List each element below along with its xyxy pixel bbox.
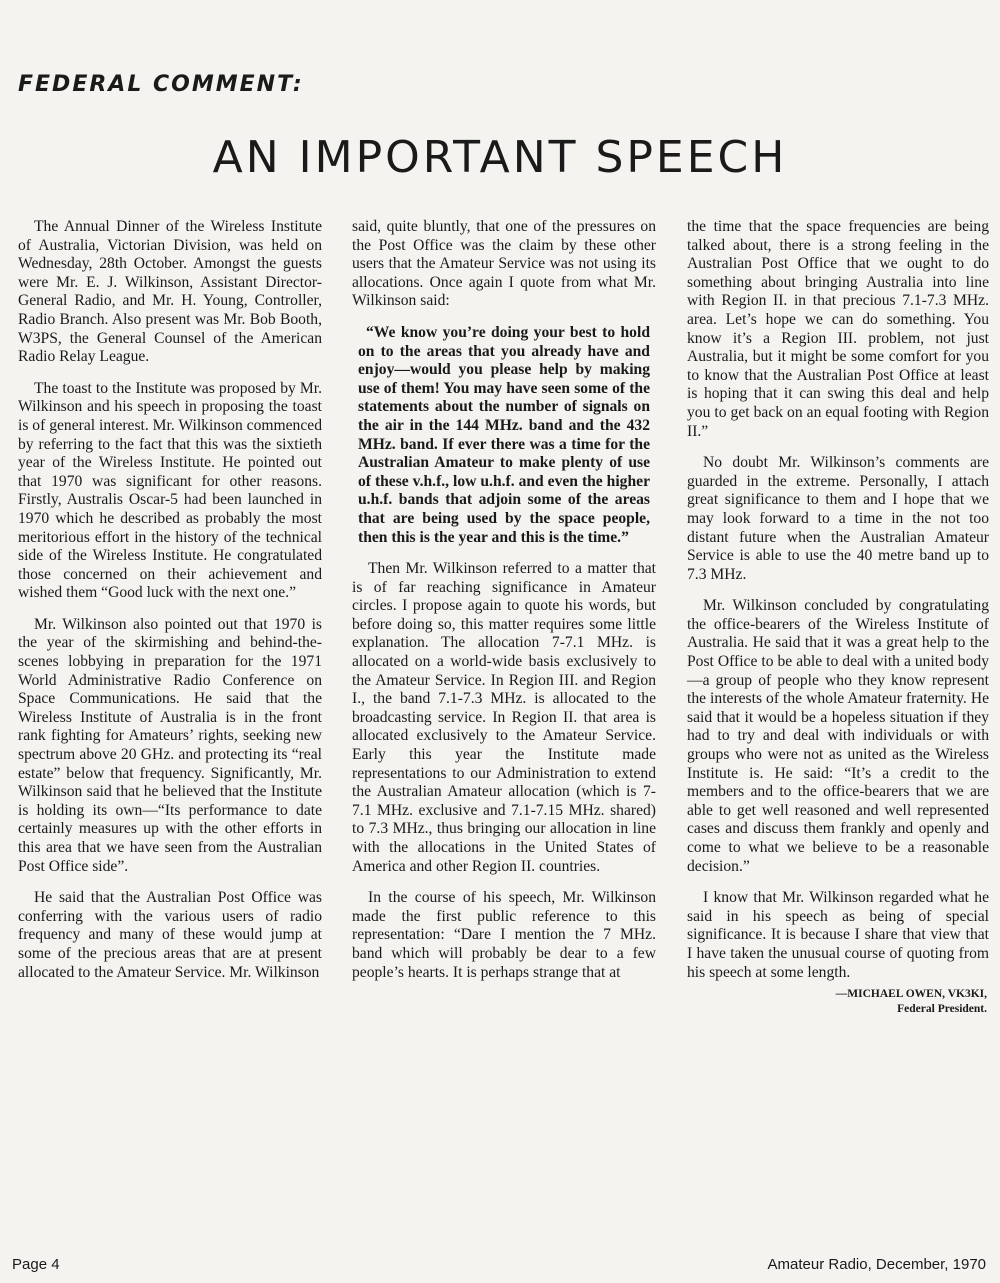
paragraph: The Annual Dinner of the Wireless Institute of Australia, Victorian Division, was held on Wednesday, 28th October. Amongst the guests were Mr. E. J. Wilkinson, Assistant Director-General Radio, and Mr. H. Young, Controller, Radio Branch. Also present was Mr. Bob Booth, W3PS, the General Counsel of the American Radio Relay League. <box>18 218 322 366</box>
signature-title: Federal President. <box>897 1003 987 1016</box>
paragraph: the time that the space frequencies are being talked about, there is a strong feeling in the Australian Post Office that we ought to do something about bringing Australia into line with Region II. in that precious 7.1-7.3 MHz. area. Let’s hope we can do something. You know it’s a Region III. problem, not just Australia, but it might be some comfort for you to know that the Australian Post Office at least is hoping that it can swing this deal and help you to get back on an equal footing with Region II.” <box>687 218 989 440</box>
paragraph: The toast to the Institute was proposed by Mr. Wilkinson and his speech in proposing the toast is of general interest. Mr. Wilkinson commenced by referring to the fact that this was the sixtieth year of the Wireless Institute. He pointed out that 1970 was significant for other reasons. Firstly, Australis Oscar-5 had been launched in 1970 which he described as probably the most meritorious effort in the history of the technical side of the Wireless Institute. He congratulated those concerned on their achievement and wished them “Good luck with the next one.” <box>18 379 322 602</box>
paragraph: In the course of his speech, Mr. Wilkinson made the first public reference to this representation: “Dare I mention the 7 MHz. band which will probably be dear to a few people’s hearts. It is perhaps strange that at <box>352 889 656 981</box>
paragraph: No doubt Mr. Wilkinson’s comments are guarded in the extreme. Personally, I attach great significance to them and I hope that we may look forward to a time in the not too distant future when the Australian Amateur Service is able to use the 40 metre band up to 7.3 MHz. <box>687 454 989 583</box>
article-column-2 <box>352 218 656 995</box>
paragraph: I know that Mr. Wilkinson regarded what he said in his speech as being of special significance. It is because I share that view that I have taken the unusual course of quoting from his speech at some length. <box>687 889 989 981</box>
paragraph: He said that the Australian Post Office was conferring with the various users of radio frequency and many of these would jump at some of the precious areas that are at present allocated to the Amateur Service. Mr. Wilkinson <box>18 889 322 981</box>
paragraph: Then Mr. Wilkinson referred to a matter that is of far reaching significance in Amateur circles. I propose again to quote his words, but before doing so, this matter requires some little explanation. The allocation 7-7.1 MHz. is allocated on a world-wide basis exclusively to the Amateur Service. In Region III. and Region I., the band 7.1-7.3 MHz. is allocated to the broadcasting service. In Region II. that area is allocated exclusively to the Amateur Service. Early this year the Institute made representations to our Administration to extend the Australian Amateur allocation (which is 7-7.1 MHz. exclusive and 7.1-7.15 MHz. shared) to 7.3 MHz., thus bringing our allocation in line with the allocations in the United States of America and other Region II. countries. <box>352 560 656 875</box>
block-quote: “We know you’re doing your best to hold on to the areas that you already have and enjoy—would you please help by making use of them! You may have seen some of the statements about the number of signals on the air in the 144 MHz. band and the 432 MHz. band. If ever there was a time for the Australian Amateur to make plenty of use of these v.h.f., low u.h.f. and even the higher u.h.f. bands that adjoin some of the areas that are being used by the space people, then this is the year and this is the time.” <box>358 323 650 546</box>
signature-block <box>687 987 989 1017</box>
paragraph: Mr. Wilkinson also pointed out that 1970 is the year of the skirmishing and behind-the-scenes lobbying in preparation for the 1971 World Administrative Radio Conference on Space Communications. He said that the Wireless Institute of Australia is in the front rank fighting for Amateurs’ rights, seeking new spectrum above 20 GHz. and protecting its “real estate” below that frequency. Significantly, Mr. Wilkinson said that he believed that the Institute is holding its own—“Its performance to date certainly measures up with the other efforts in this area that we have seen from the Australian Post Office side”. <box>18 615 322 875</box>
paragraph: said, quite bluntly, that one of the pressures on the Post Office was the claim by these other users that the Amateur Service was not using its allocations. Once again I quote from what Mr. Wilkinson said: <box>352 218 656 310</box>
article-column-3 <box>687 218 989 1017</box>
publication-info: Amateur Radio, December, 1970 <box>767 1256 986 1273</box>
page-number: Page 4 <box>12 1256 60 1273</box>
page-title: AN IMPORTANT SPEECH <box>212 132 788 183</box>
article-column-1 <box>18 218 322 995</box>
signature-name: —MICHAEL OWEN, VK3KI, <box>835 988 987 1001</box>
paragraph: Mr. Wilkinson concluded by congratulating the office-bearers of the Wireless Institute of Australia. He said that it was a great help to the Post Office to be able to deal with a united body—a group of people who they know represent the interests of the whole Amateur fraternity. He said that it would be a hopeless situation if they had to try and deal with individuals or with groups who were not as united as the Wireless Institute is. He said: “It’s a credit to the members and to the office-bearers that we are able to get well reasoned and well represented cases and discuss them frankly and openly and come to what we believe to be a reasonable decision.” <box>687 597 989 875</box>
section-kicker: FEDERAL COMMENT: <box>18 72 304 97</box>
